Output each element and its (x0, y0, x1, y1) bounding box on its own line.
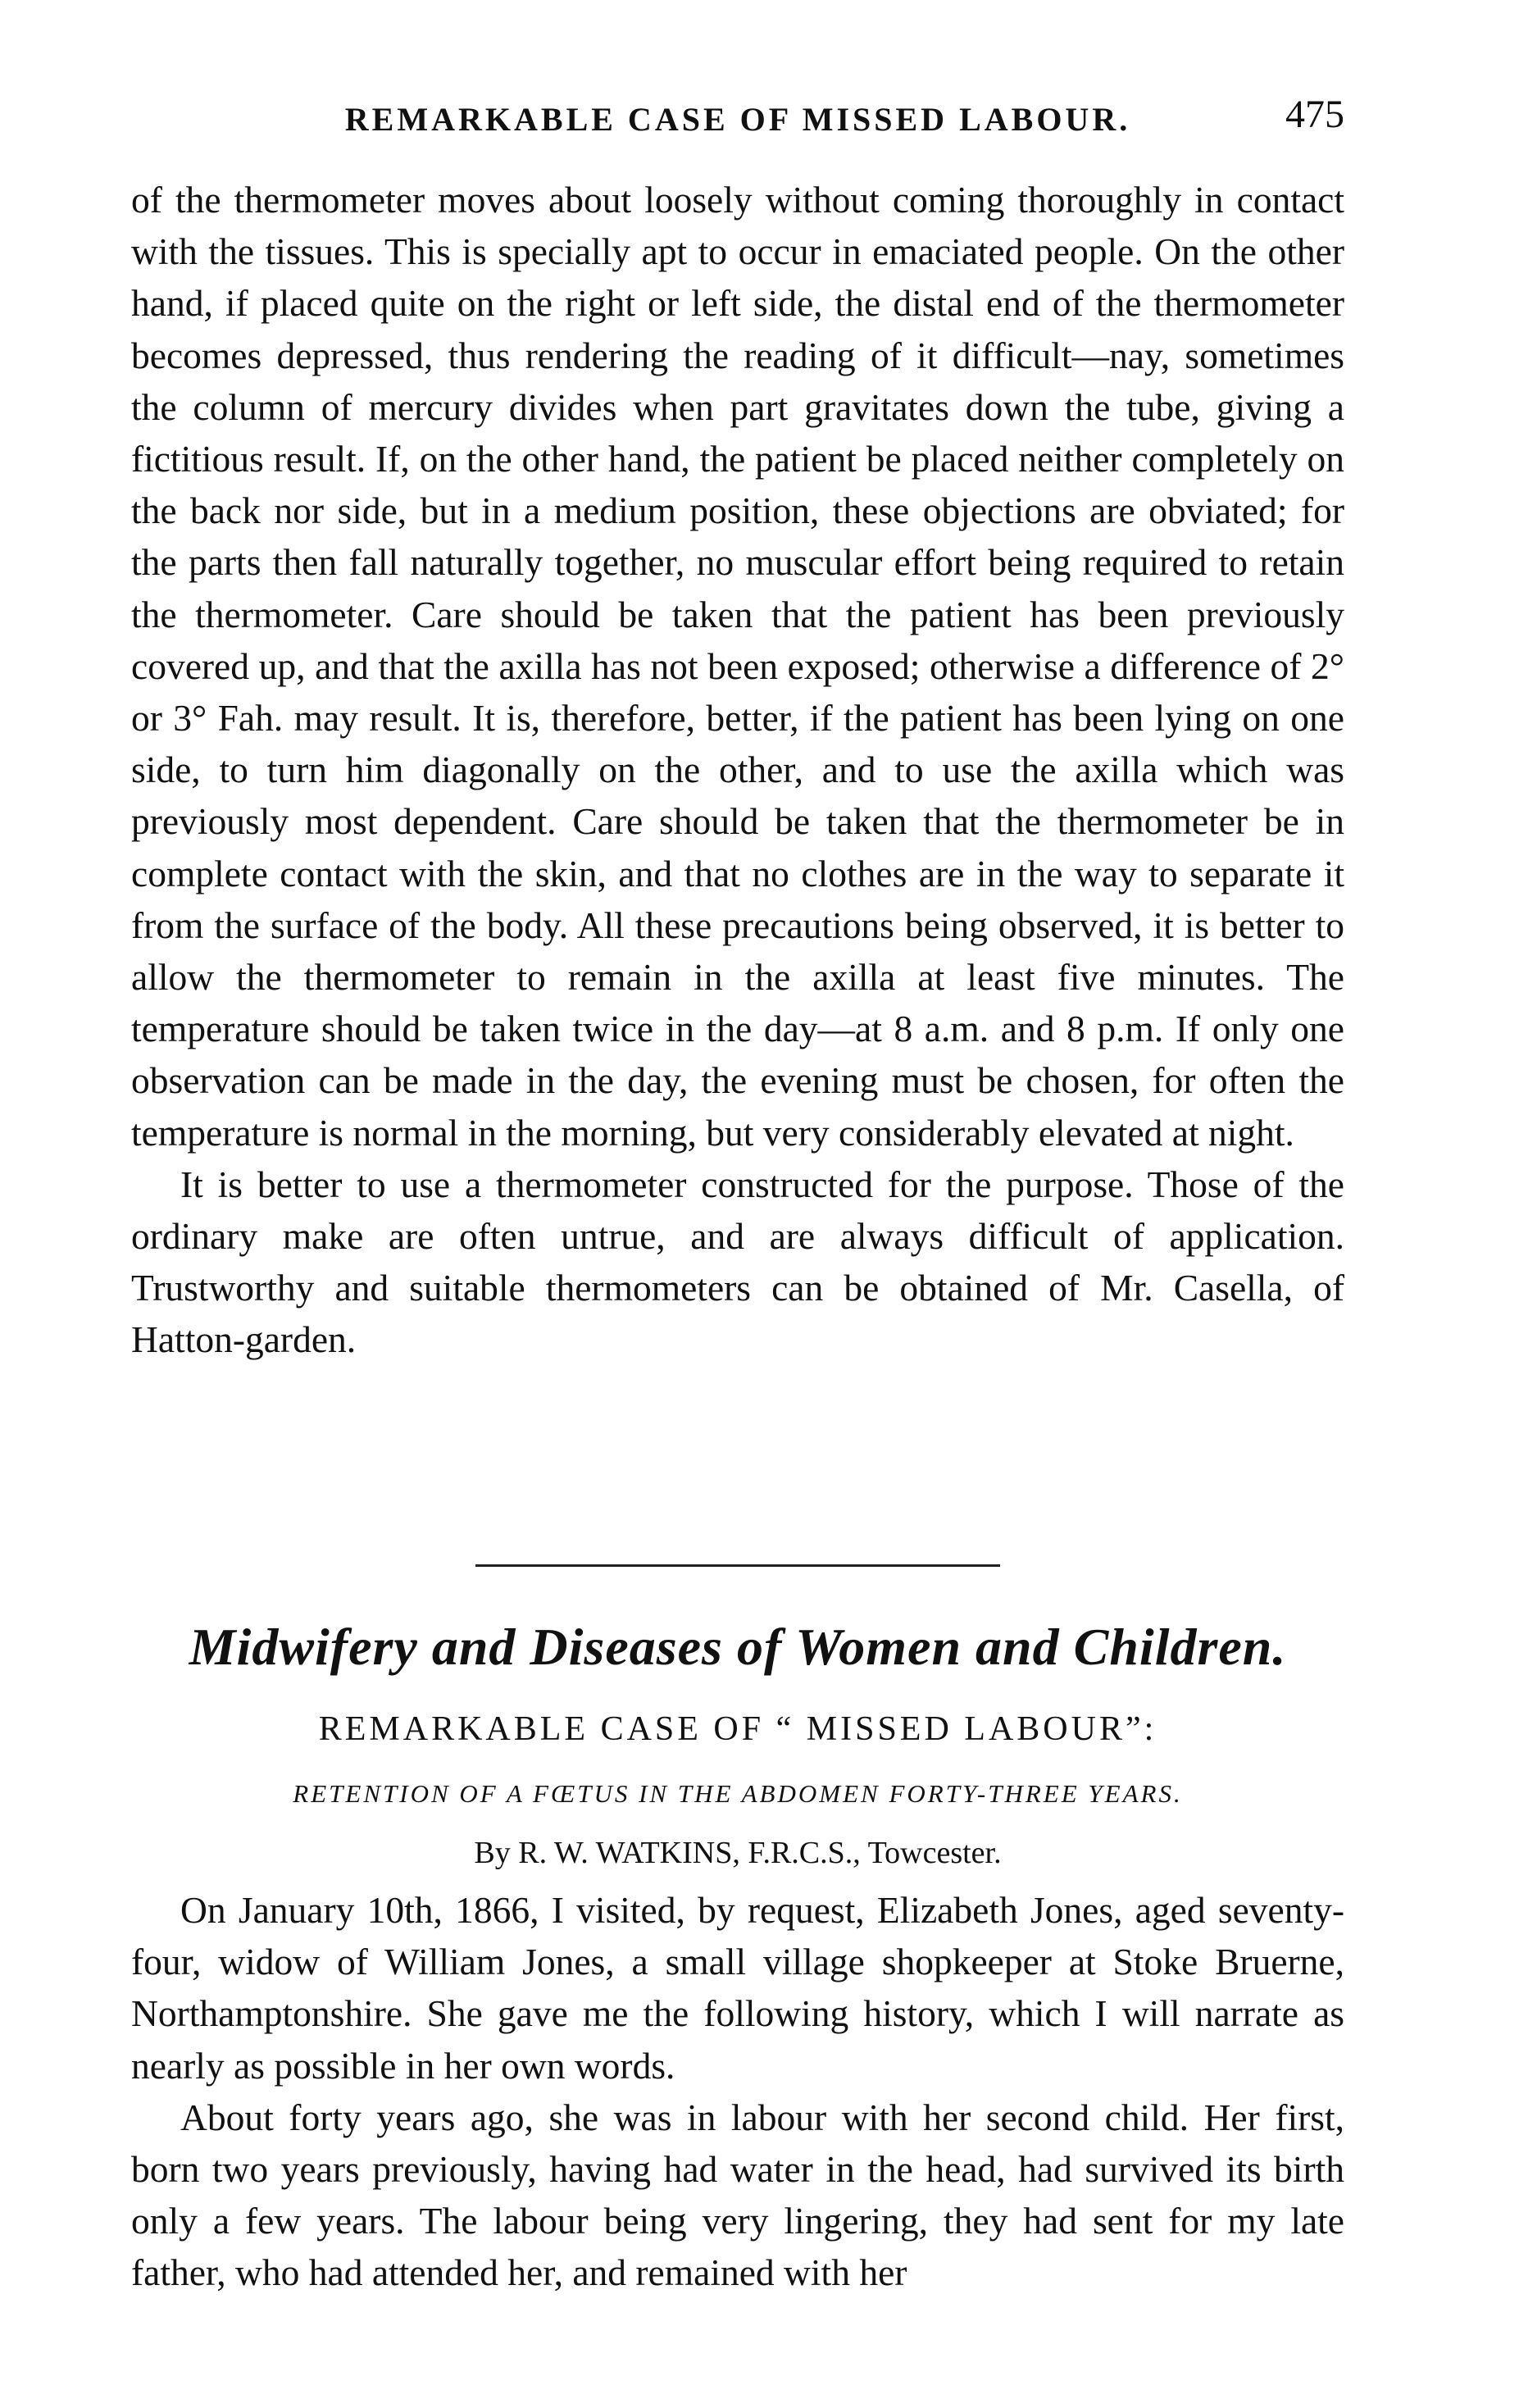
page-number: 475 (1285, 93, 1344, 136)
article-byline: By R. W. WATKINS, F.R.C.S., Towcester. (474, 1836, 1002, 1870)
paragraph-thermometer-source: It is better to use a thermometer constructed for the purpose. Those of the ordinary make are often untrue, and are always difficult of application. Trustworthy and suitable thermometers can be obtained of Mr. Casella, of Hatton-garden. (131, 1163, 1344, 1361)
running-head: REMARKABLE CASE OF MISSED LABOUR. (344, 101, 1131, 138)
paragraph-thermometer-placement: of the thermometer moves about loosely without coming thoroughly in contact with the tissues. This is specially apt to occur in emaciated people. On the other hand, if placed quite on the right or left side, the distal end of the thermometer becomes depressed, thus rendering the reading of it difficult—nay, sometimes the column of mercury divides when part gravitates down the tube, giving a fictitious result. If, on the other hand, the patient be placed neither completely on the back nor side, but in a medium position, these objections are obviated; for the parts then fall naturally together, no muscular effort being required to retain the thermometer. Care should be taken that the patient has been previously covered up, and that the axilla has not been exposed; otherwise a difference of 2° or 3° Fah. may result. It is, therefore, better, if the patient has been lying on one side, to turn him diagonally on the other, and to use the axilla which was previously most dependent. Care should be taken that the thermometer be in complete contact with the skin, and that no clothes are in the way to separate it from the surface of the body. All these precautions being observed, it is better to allow the thermometer to remain in the axilla at least five minutes. The temperature should be taken twice in the day—at 8 a.m. and 8 p.m. If only one observation can be made in the day, the evening must be chosen, for often the temperature is normal in the morning, but very considerably elevated at night. (131, 179, 1344, 1154)
page-header (131, 92, 1344, 149)
section-heading: Midwifery and Diseases of Women and Children. (189, 1618, 1287, 1676)
continued-text (131, 174, 1344, 1366)
article-text (131, 1884, 1344, 2299)
paragraph-case-introduction: On January 10th, 1866, I visited, by request, Elizabeth Jones, aged seventy-four, widow of William Jones, a small village shopkeeper at Stoke Bruerne, Northamptonshire. She gave me the following history, which I will narrate as nearly as possible in her own words. (131, 1889, 1344, 2087)
paragraph-case-history: About forty years ago, she was in labour with her second child. Her first, born two years previously, having had water in the head, had survived its birth only a few years. The labour being very lingering, they had sent for my late father, who had attended her, and remained with her (131, 2096, 1344, 2294)
article-title: REMARKABLE CASE OF “ MISSED LABOUR”: (318, 1710, 1157, 1748)
section-divider (475, 1564, 1000, 1567)
article-subtitle: RETENTION OF A FŒTUS IN THE ABDOMEN FORTY-THREE YEARS. (293, 1779, 1183, 1808)
